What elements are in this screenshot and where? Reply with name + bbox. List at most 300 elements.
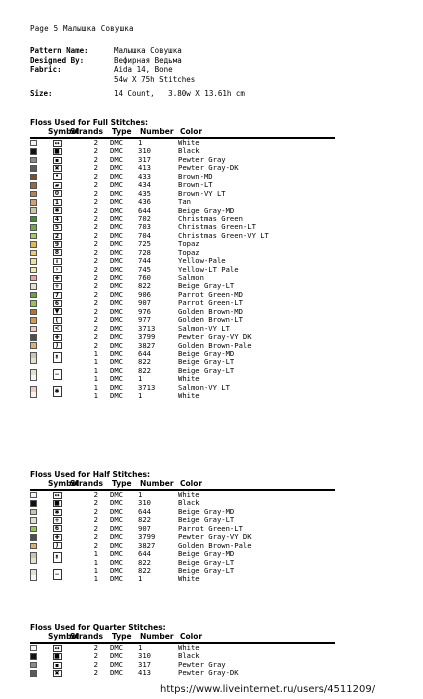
strands-value: 2	[93, 523, 98, 533]
number-value: 3827	[138, 540, 156, 550]
number-value: 822	[138, 281, 151, 291]
number-value: 435	[138, 188, 151, 198]
number-value: 822	[138, 357, 151, 367]
color-swatch	[30, 224, 37, 231]
strands-value: 2	[93, 289, 98, 299]
blend-swatch	[30, 569, 37, 581]
blend-swatch	[30, 386, 37, 398]
type-value: DMC	[110, 365, 123, 375]
type-value: DMC	[110, 273, 123, 282]
strands-value: 2	[93, 668, 98, 678]
strands-value: 2	[93, 306, 98, 316]
type-value: DMC	[110, 382, 123, 392]
symbol-cell	[46, 525, 68, 532]
info-row	[30, 46, 245, 56]
info-value: Вефирная Ведьма	[114, 55, 182, 65]
color-swatch	[30, 157, 37, 164]
color-name: Beige Gray-LT	[178, 515, 235, 525]
color-name: Tan	[178, 197, 191, 207]
color-swatch	[30, 653, 37, 660]
strands-value: 2	[93, 197, 98, 207]
symbol-cell	[46, 266, 68, 273]
color-name: Brown-VY LT	[178, 188, 226, 198]
blend-row-group	[30, 550, 335, 567]
strands-value: 2	[93, 498, 98, 508]
type-value: DMC	[110, 374, 123, 384]
symbol-cell	[46, 190, 68, 197]
table-row	[30, 392, 335, 400]
blend-row-group	[30, 367, 335, 384]
header-symbol: Symbol	[48, 127, 80, 136]
color-name: Beige Gray-LT	[178, 365, 235, 375]
color-name: Pewter Gray-DK	[178, 163, 239, 173]
strands-value: 2	[93, 298, 98, 308]
header-color: Color	[180, 632, 203, 641]
swatch-cell	[30, 386, 46, 398]
color-name: Parrot Green-LT	[178, 523, 243, 533]
color-name: Pewter Gray-VY DK	[178, 532, 252, 542]
type-value: DMC	[110, 540, 123, 550]
stitch-symbol-icon: ↟	[54, 353, 60, 361]
symbol-cell	[46, 157, 68, 164]
color-name: Parrot Green-MD	[178, 289, 243, 299]
swatch-cell	[30, 182, 46, 189]
symbol-cell	[46, 317, 68, 324]
type-value: DMC	[110, 557, 123, 567]
symbol-cell	[46, 509, 68, 516]
color-swatch	[30, 283, 37, 290]
swatch-cell	[30, 267, 46, 274]
stitch-symbol-icon: ✖	[54, 670, 60, 678]
strands-value: 1	[93, 365, 98, 375]
header-type: Type	[112, 479, 132, 488]
color-swatch	[30, 258, 37, 265]
number-value: 906	[138, 289, 151, 299]
symbol-cell	[46, 653, 68, 660]
type-value: DMC	[110, 659, 123, 669]
stitch-symbol-icon: 6	[53, 525, 62, 532]
number-value: 977	[138, 315, 151, 325]
type-value: DMC	[110, 340, 123, 350]
stitch-symbol-icon: i	[53, 258, 62, 265]
type-value: DMC	[110, 574, 123, 584]
stitch-symbol-icon: ✚	[54, 533, 60, 541]
stitch-symbol-icon: ■	[54, 653, 60, 661]
symbol-cell	[46, 325, 68, 332]
strands-value: 2	[93, 315, 98, 325]
strands-value: 2	[93, 264, 98, 274]
type-value: DMC	[110, 549, 123, 559]
color-name: Beige Gray-MD	[178, 348, 235, 358]
number-value: 1	[138, 138, 143, 147]
color-swatch	[30, 670, 37, 677]
strands-value: 2	[93, 171, 98, 181]
number-value: 822	[138, 515, 151, 525]
swatch-cell	[30, 352, 46, 364]
type-value: DMC	[110, 264, 123, 274]
pattern-info	[30, 46, 245, 99]
color-name: Beige Gray-MD	[178, 549, 235, 559]
header-symbol: Symbol	[48, 632, 80, 641]
number-value: 702	[138, 213, 151, 223]
strands-value: 2	[93, 340, 98, 350]
color-name: Yellow-Pale	[178, 256, 226, 266]
info-row	[30, 75, 245, 85]
header-type: Type	[112, 632, 132, 641]
swatch-cell	[30, 492, 46, 499]
swatch-cell	[30, 569, 46, 581]
symbol-cell	[46, 492, 68, 499]
number-value: 3827	[138, 340, 156, 350]
strands-value: 2	[93, 138, 98, 147]
swatch-cell	[30, 207, 46, 214]
type-value: DMC	[110, 163, 123, 173]
blend-row-group	[30, 567, 335, 584]
swatch-cell	[30, 174, 46, 181]
symbol-cell	[46, 182, 68, 189]
swatch-cell	[30, 500, 46, 507]
strands-value: 1	[93, 565, 98, 575]
info-value: 14 Count, 3.80w X 13.61h cm	[114, 89, 245, 98]
info-value: Aida 14, Bone	[114, 65, 173, 74]
swatch-cell	[30, 662, 46, 669]
strands-value: 2	[93, 213, 98, 223]
stitch-symbol-icon: ■	[54, 148, 60, 156]
color-swatch	[30, 492, 37, 499]
color-name: Golden Brown-Pale	[178, 540, 252, 550]
strands-value: 2	[93, 281, 98, 291]
color-swatch	[30, 517, 37, 524]
blend-swatch	[30, 552, 37, 564]
symbol-cell	[46, 140, 68, 147]
type-value: DMC	[110, 138, 123, 147]
color-swatch	[30, 267, 37, 274]
number-value: 976	[138, 306, 151, 316]
type-value: DMC	[110, 256, 123, 266]
strands-value: 1	[93, 549, 98, 559]
symbol-cell	[46, 542, 68, 549]
color-swatch	[30, 191, 37, 198]
strands-value: 2	[93, 180, 98, 190]
strands-value: 2	[93, 323, 98, 333]
symbol-cell	[46, 173, 68, 180]
swatch-cell	[30, 326, 46, 333]
type-value: DMC	[110, 643, 123, 652]
type-value: DMC	[110, 230, 123, 240]
header-strands: Strands	[70, 127, 103, 136]
header-number: Number	[140, 479, 174, 488]
number-value: 413	[138, 668, 151, 678]
type-value: DMC	[110, 239, 123, 249]
color-name: Brown-MD	[178, 171, 213, 181]
number-value: 317	[138, 154, 151, 164]
type-value: DMC	[110, 180, 123, 190]
strands-value: 2	[93, 239, 98, 249]
number-value: 3799	[138, 532, 156, 542]
blend-row-group	[30, 350, 335, 367]
strands-value: 2	[93, 490, 98, 499]
color-name: White	[178, 374, 200, 384]
symbol-cell	[46, 369, 68, 380]
number-value: 1	[138, 643, 143, 652]
symbol-cell	[46, 662, 68, 669]
swatch-cell	[30, 653, 46, 660]
number-value: 413	[138, 163, 151, 173]
stitch-symbol-icon: (	[53, 317, 62, 324]
swatch-cell	[30, 543, 46, 550]
swatch-cell	[30, 317, 46, 324]
color-name: Yellow-LT Pale	[178, 264, 239, 274]
symbol-cell	[46, 241, 68, 248]
strands-value: 1	[93, 391, 98, 401]
quarter-stitches-section	[30, 623, 335, 678]
color-name: Parrot Green-LT	[178, 298, 243, 308]
stitch-symbol-icon: ✱	[54, 508, 60, 516]
color-swatch	[30, 334, 37, 341]
info-label: Designed By:	[30, 55, 85, 65]
swatch-cell	[30, 670, 46, 677]
color-name: Golden Brown-Pale	[178, 340, 252, 350]
symbol-cell	[46, 342, 68, 349]
blend-row-group	[30, 384, 335, 401]
stitch-symbol-icon: ✱	[54, 207, 60, 215]
symbol-cell	[46, 207, 68, 214]
color-swatch	[30, 165, 37, 172]
color-swatch	[30, 534, 37, 541]
stitch-symbol-icon: 4	[53, 216, 62, 223]
info-row	[30, 56, 245, 66]
color-name: Topaz	[178, 239, 200, 249]
color-swatch	[30, 509, 37, 516]
stitch-symbol-icon: ›	[53, 266, 62, 273]
type-value: DMC	[110, 651, 123, 661]
color-swatch	[30, 309, 37, 316]
strands-value: 2	[93, 651, 98, 661]
strands-value: 2	[93, 146, 98, 156]
swatch-cell	[30, 334, 46, 341]
number-value: 703	[138, 222, 151, 232]
symbol-cell	[46, 645, 68, 652]
color-swatch	[30, 500, 37, 507]
stitch-symbol-icon: 1	[53, 199, 62, 206]
swatch-cell	[30, 157, 46, 164]
color-swatch	[30, 182, 37, 189]
stitch-symbol-icon: 7	[53, 292, 62, 299]
color-name: Beige Gray-MD	[178, 205, 235, 215]
stitch-symbol-icon: 8	[53, 249, 62, 256]
info-row	[30, 89, 245, 99]
stitch-symbol-icon: ▰	[53, 182, 62, 189]
symbol-cell	[46, 258, 68, 265]
stitch-symbol-icon: +	[54, 517, 60, 525]
swatch-cell	[30, 369, 46, 381]
color-swatch	[30, 300, 37, 307]
blend-swatch	[30, 352, 37, 364]
swatch-cell	[30, 148, 46, 155]
header-color: Color	[180, 127, 203, 136]
strands-value: 2	[93, 188, 98, 198]
swatch-cell	[30, 258, 46, 265]
swatch-cell	[30, 241, 46, 248]
symbol-cell	[46, 233, 68, 240]
symbol-cell	[46, 292, 68, 299]
strands-value: 2	[93, 247, 98, 257]
type-value: DMC	[110, 490, 123, 499]
color-swatch	[30, 526, 37, 533]
symbol-cell	[46, 283, 68, 290]
number-value: 745	[138, 264, 151, 274]
color-swatch	[30, 140, 37, 147]
number-value: 3713	[138, 323, 156, 333]
color-swatch	[30, 342, 37, 349]
blend-swatch	[30, 369, 37, 381]
swatch-cell	[30, 216, 46, 223]
number-value: 1	[138, 391, 143, 401]
symbol-cell	[46, 569, 68, 580]
color-name: White	[178, 138, 200, 147]
info-label: Fabric:	[30, 65, 62, 74]
color-swatch	[30, 292, 37, 299]
symbol-cell	[46, 386, 68, 397]
stitch-symbol-icon: )	[53, 342, 62, 349]
type-value: DMC	[110, 213, 123, 223]
color-name: Black	[178, 498, 200, 508]
color-name: White	[178, 490, 200, 499]
color-name: White	[178, 574, 200, 584]
color-swatch	[30, 174, 37, 181]
number-value: 907	[138, 523, 151, 533]
header-number: Number	[140, 632, 174, 641]
swatch-cell	[30, 292, 46, 299]
info-row	[30, 65, 245, 75]
section-title: Floss Used for Half Stitches:	[30, 470, 150, 479]
number-value: 644	[138, 549, 151, 559]
strands-value: 1	[93, 374, 98, 384]
stitch-symbol-icon: +	[54, 283, 60, 291]
type-value: DMC	[110, 348, 123, 358]
strands-value: 1	[93, 574, 98, 584]
type-value: DMC	[110, 146, 123, 156]
strands-value: 1	[93, 348, 98, 358]
type-value: DMC	[110, 498, 123, 508]
strands-value: 2	[93, 163, 98, 173]
swatch-cell	[30, 250, 46, 257]
info-label: Size:	[30, 89, 53, 98]
header-number: Number	[140, 127, 174, 136]
color-swatch	[30, 148, 37, 155]
table-row	[30, 575, 335, 583]
swatch-cell	[30, 517, 46, 524]
type-value: DMC	[110, 154, 123, 164]
swatch-cell	[30, 342, 46, 349]
stitch-symbol-icon: ↔	[54, 644, 60, 652]
number-value: 317	[138, 659, 151, 669]
color-name: Pewter Gray-VY DK	[178, 332, 252, 342]
symbol-cell	[46, 308, 68, 315]
number-value: 822	[138, 557, 151, 567]
swatch-cell	[30, 140, 46, 147]
color-swatch	[30, 199, 37, 206]
header-spacer	[30, 632, 46, 642]
swatch-cell	[30, 534, 46, 541]
full-stitches-section	[30, 118, 335, 401]
color-swatch	[30, 207, 37, 214]
symbol-cell	[46, 300, 68, 307]
color-name: Salmon	[178, 273, 204, 282]
info-label	[30, 75, 114, 85]
symbol-cell	[46, 500, 68, 507]
symbol-cell	[46, 216, 68, 223]
symbol-cell	[46, 334, 68, 341]
swatch-cell	[30, 300, 46, 307]
stitch-symbol-icon: ✚	[54, 274, 60, 282]
swatch-cell	[30, 191, 46, 198]
color-name: Beige Gray-MD	[178, 506, 235, 516]
strands-value: 2	[93, 205, 98, 215]
color-name: Christmas Green-LT	[178, 222, 256, 232]
strands-value: 2	[93, 515, 98, 525]
header-strands: Strands	[70, 479, 103, 488]
color-name: Pewter Gray	[178, 154, 226, 164]
symbol-cell	[46, 224, 68, 231]
header-spacer	[30, 127, 46, 137]
color-swatch	[30, 317, 37, 324]
color-swatch	[30, 645, 37, 652]
type-value: DMC	[110, 506, 123, 516]
type-value: DMC	[110, 668, 123, 678]
source-url[interactable]: https://www.liveinternet.ru/users/4511209/	[160, 684, 376, 695]
type-value: DMC	[110, 523, 123, 533]
info-value: 54w X 75h Stitches	[114, 74, 196, 84]
number-value: 3713	[138, 382, 156, 392]
number-value: 725	[138, 239, 151, 249]
stitch-symbol-icon: ▼	[53, 308, 62, 315]
color-name: Beige Gray-LT	[178, 281, 235, 291]
number-value: 3799	[138, 332, 156, 342]
swatch-cell	[30, 165, 46, 172]
type-value: DMC	[110, 357, 123, 367]
color-name: White	[178, 643, 200, 652]
number-value: 310	[138, 651, 151, 661]
color-name: Topaz	[178, 247, 200, 257]
half-stitches-section	[30, 470, 335, 584]
number-value: 310	[138, 146, 151, 156]
color-name: Black	[178, 651, 200, 661]
color-swatch	[30, 250, 37, 257]
stitch-symbol-icon: •	[53, 173, 62, 180]
stitch-symbol-icon: 6	[53, 300, 62, 307]
strands-value: 2	[93, 222, 98, 232]
type-value: DMC	[110, 306, 123, 316]
stitch-symbol-icon: 5	[53, 224, 62, 231]
swatch-cell	[30, 283, 46, 290]
number-value: 644	[138, 506, 151, 516]
swatch-cell	[30, 309, 46, 316]
swatch-cell	[30, 645, 46, 652]
stitch-symbol-icon: ↔	[54, 139, 60, 147]
strands-value: 1	[93, 357, 98, 367]
stitch-symbol-icon: ↟	[54, 554, 60, 562]
stitch-symbol-icon: ↔	[54, 491, 60, 499]
stitch-symbol-icon: <	[54, 325, 60, 333]
swatch-cell	[30, 199, 46, 206]
color-swatch	[30, 543, 37, 550]
type-value: DMC	[110, 289, 123, 299]
stitch-symbol-icon: ■	[54, 500, 60, 508]
stitch-symbol-icon: )	[53, 542, 62, 549]
color-name: Beige Gray-LT	[178, 357, 235, 367]
symbol-cell	[46, 534, 68, 541]
